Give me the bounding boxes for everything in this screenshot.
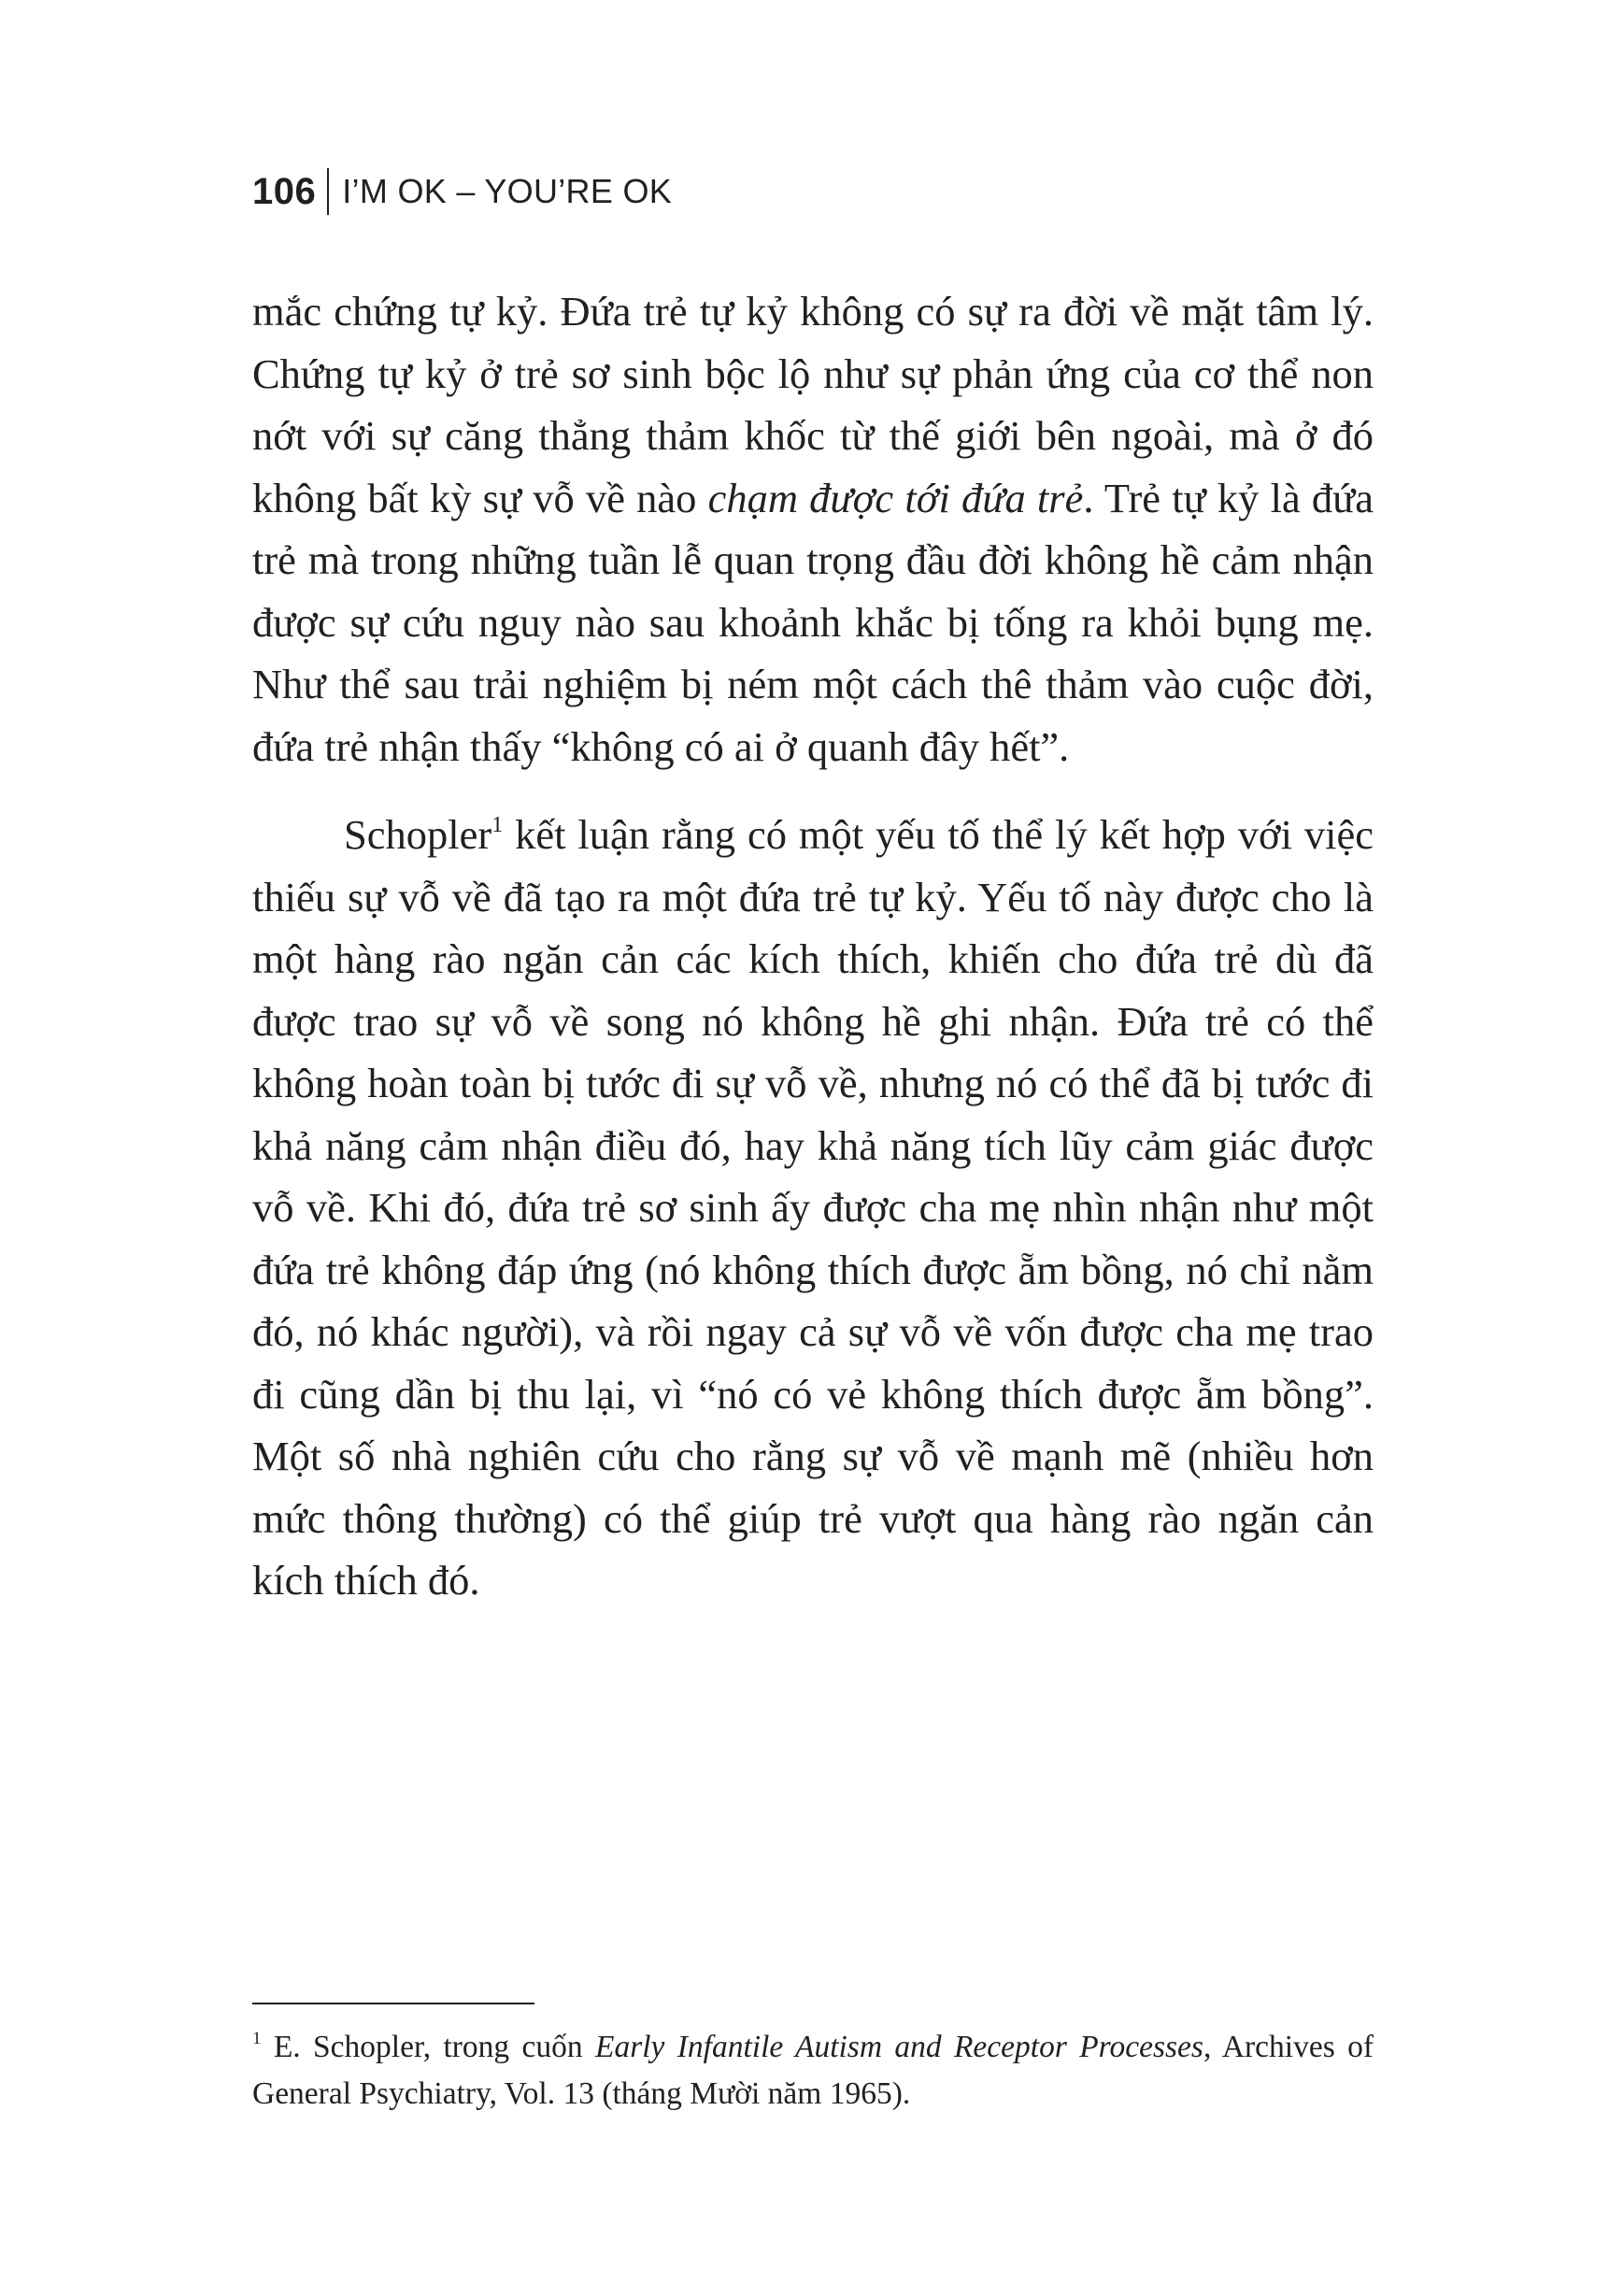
footnote-reference[interactable]: 1 [491, 813, 504, 837]
paragraph-1-text-end: . Trẻ tự kỷ là đứa trẻ mà trong những tuần lễ quan trọng đầu đời không hề cảm nhận được sự cứu nguy nào sau khoảnh khắc bị tống ra khỏi bụng mẹ. Như thể sau trải nghiệm bị ném một cách thê thảm vào cuộc đời, đứa trẻ nhận thấy “không có ai ở quanh đây hết”. [252, 474, 1374, 770]
paragraph-1-text-start: mắc chứng tự kỷ. Đứa trẻ tự kỷ không có sự ra đời về mặt tâm lý. Chứng tự kỷ ở trẻ sơ sinh bộc lộ như sự phản ứng của cơ thể non nớt với sự căng thẳng thảm khốc từ thế giới bên ngoài, mà ở đó không bất kỳ sự vỗ về nào [252, 288, 1374, 521]
footnote [252, 2024, 1374, 2118]
footnote-number: 1 [252, 2029, 262, 2048]
paragraph-2 [252, 804, 1374, 1612]
footnote-text-start: E. Schopler, trong cuốn [261, 2030, 595, 2064]
paragraph-2-lead: Schopler [344, 811, 492, 858]
running-header [252, 164, 672, 220]
paragraph-1-italic: chạm được tới đứa trẻ [707, 474, 1084, 521]
footnote-text-end: , Archives of General Psychiatry, Vol. 13 (tháng Mười năm 1965). [252, 2030, 1374, 2111]
page-number: 106 [252, 170, 317, 212]
footnote-divider [252, 2003, 534, 2004]
running-title: I’M OK – YOU’RE OK [342, 172, 673, 210]
paragraph-2-text: kết luận rằng có một yếu tố thể lý kết hợp với việc thiếu sự vỗ về đã tạo ra một đứa trẻ tự kỷ. Yếu tố này được cho là một hàng rào ngăn cản các kích thích, khiến cho đứa trẻ dù đã được trao sự vỗ về song nó không hề ghi nhận. Đứa trẻ có thể không hoàn toàn bị tước đi sự vỗ về, nhưng nó có thể đã bị tước đi khả năng cảm nhận điều đó, hay khả năng tích lũy cảm giác được vỗ về. Khi đó, đứa trẻ sơ sinh ấy được cha mẹ nhìn nhận như một đứa trẻ không đáp ứng (nó không thích được ẵm bồng, nó chỉ nằm đó, nó khác người), và rồi ngay cả sự vỗ về vốn được cha mẹ trao đi cũng dần bị thu lại, vì “nó có vẻ không thích được ẵm bồng”. Một số nhà nghiên cứu cho rằng sự vỗ về mạnh mẽ (nhiều hơn mức thông thường) có thể giúp trẻ vượt qua hàng rào ngăn cản kích thích đó. [252, 811, 1374, 1604]
body-text [252, 280, 1374, 1612]
paragraph-1 [252, 280, 1374, 777]
header-divider [327, 168, 329, 215]
footnote-book-title: Early Infantile Autism and Receptor Processes [594, 2030, 1203, 2064]
